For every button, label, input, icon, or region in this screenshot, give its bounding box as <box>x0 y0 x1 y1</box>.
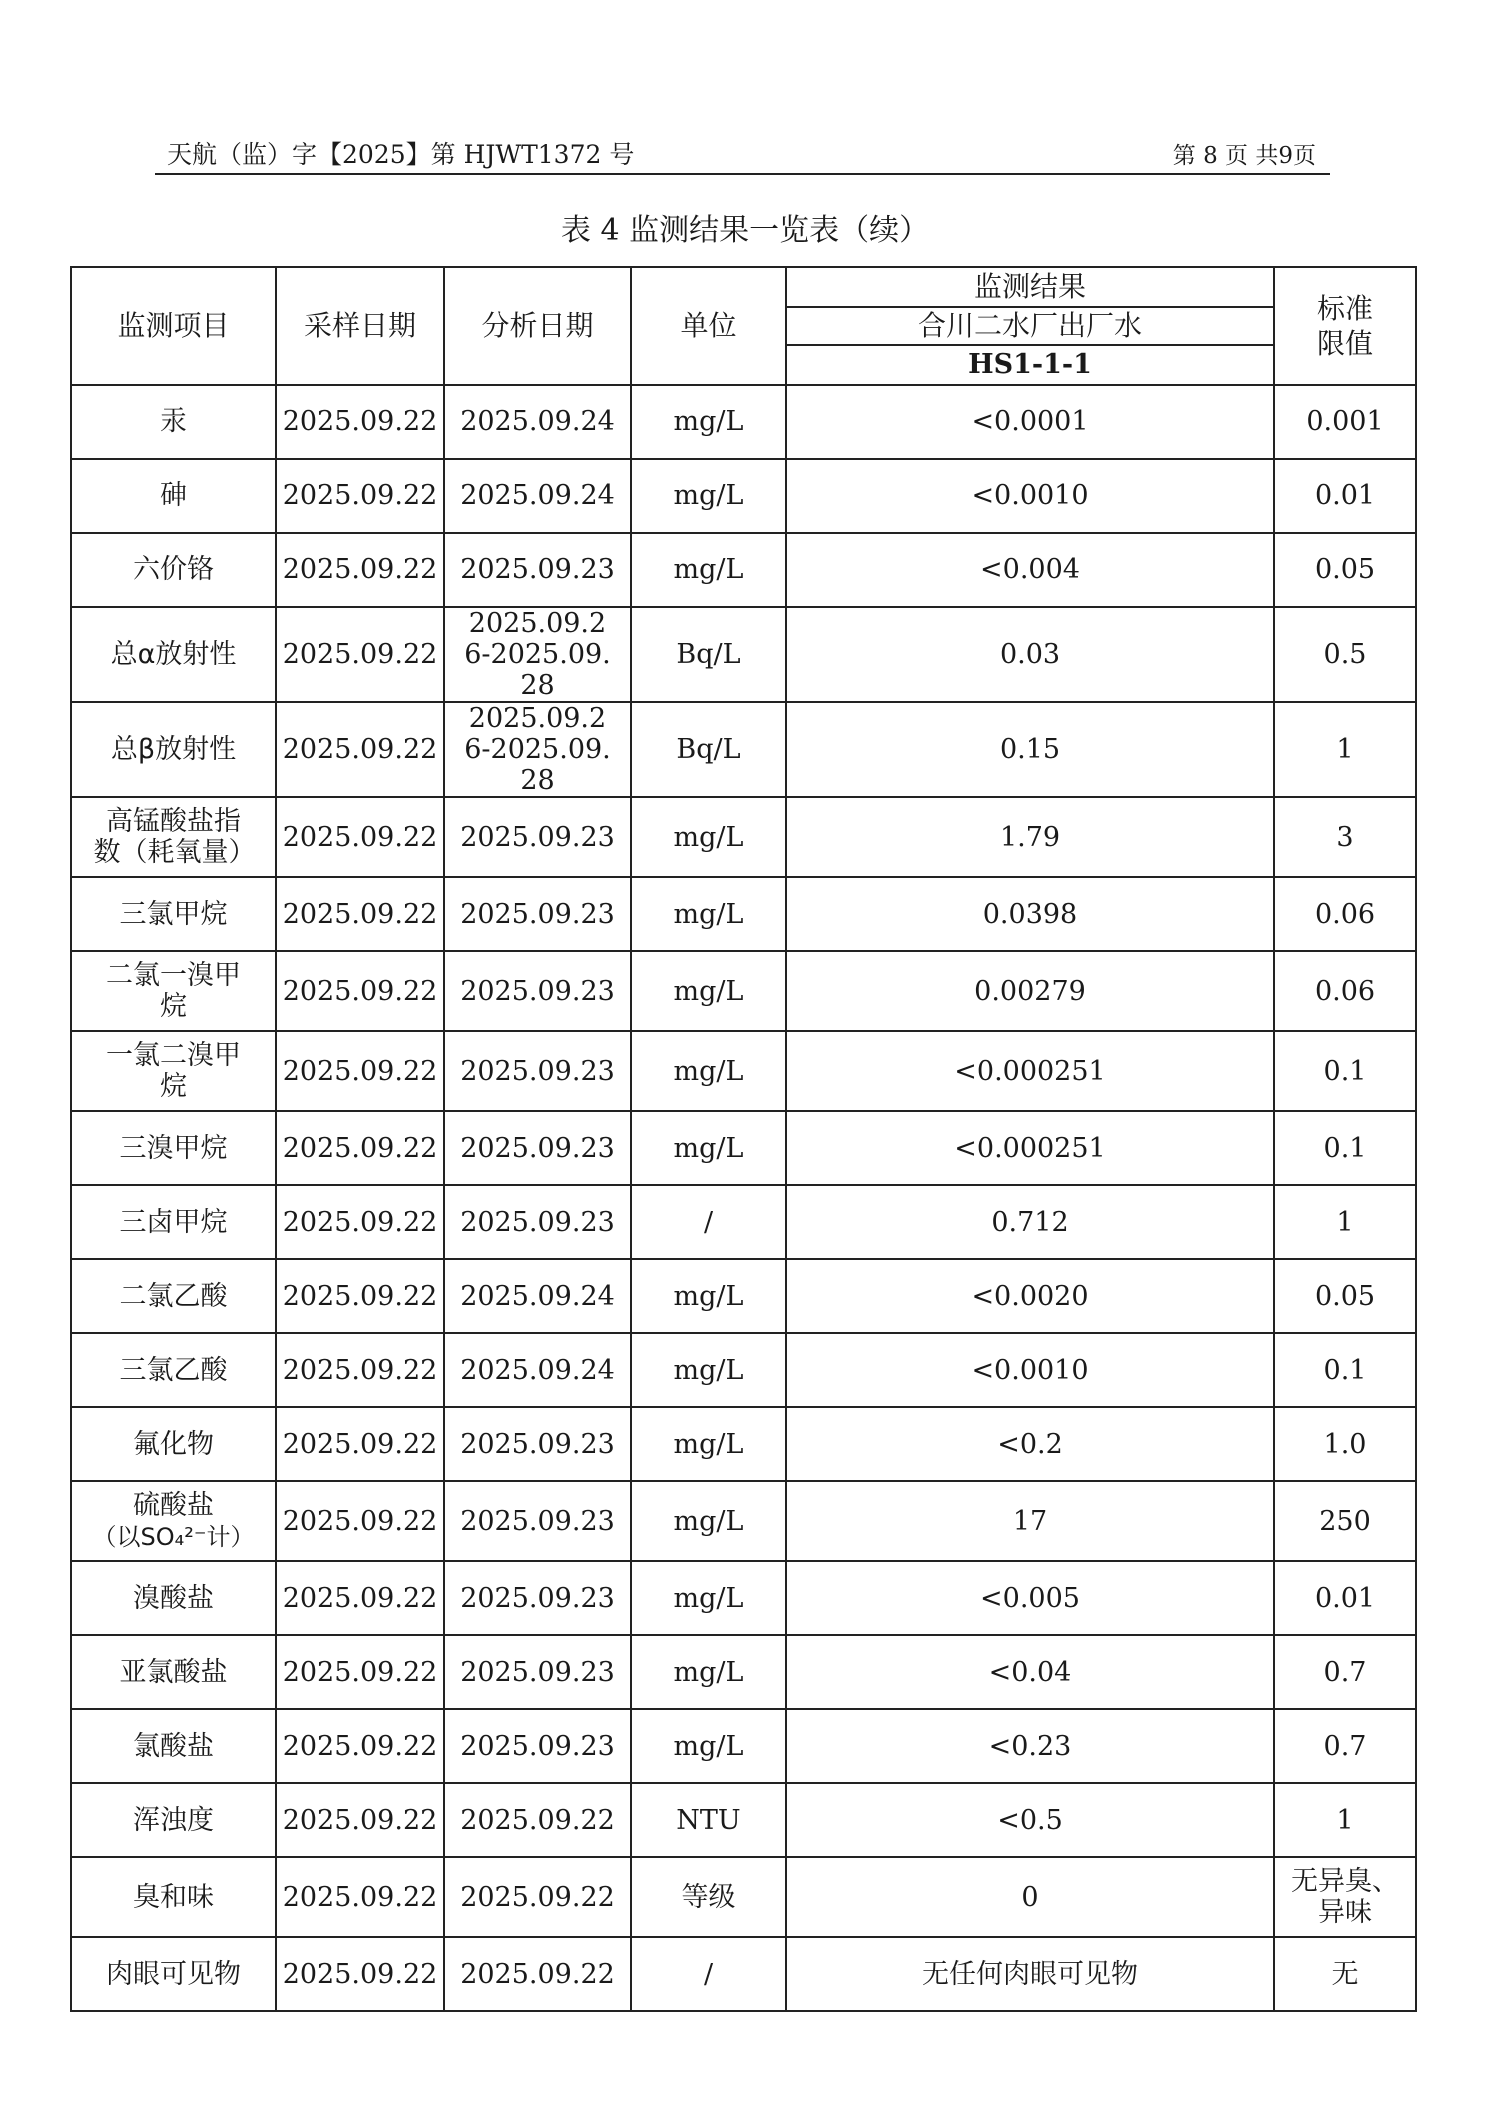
table-row <box>71 1857 1416 1937</box>
col-header-item: 监测项目 <box>71 267 276 385</box>
analysis-date-cell <box>444 1481 631 1561</box>
limit-cell <box>1274 877 1416 951</box>
unit-cell-text: mg/L <box>673 1505 744 1537</box>
table-title: 表 4 监测结果一览表（续） <box>560 213 930 248</box>
item-cell-text: 总α放射性 <box>110 639 237 671</box>
item-cell-text: 总β放射性 <box>110 734 237 766</box>
sample-date-cell <box>276 1937 444 2011</box>
limit-cell <box>1274 1937 1416 2011</box>
result-cell <box>786 877 1274 951</box>
analysis-date-cell <box>444 1561 631 1635</box>
result-cell-text: 1.79 <box>999 821 1061 853</box>
unit-cell-text: mg/L <box>673 1582 744 1614</box>
col-header-limit-text: 标准限值 <box>1316 292 1373 360</box>
limit-cell-text: 0.06 <box>1314 975 1376 1007</box>
limit-cell-text: 0.01 <box>1314 480 1376 512</box>
sample-date-cell-text: 2025.09.22 <box>282 1428 438 1460</box>
unit-cell <box>631 1185 786 1259</box>
unit-cell-text: mg/L <box>673 554 744 586</box>
sample-date-cell-text: 2025.09.22 <box>282 639 438 671</box>
analysis-date-cell-text: 2025.09.23 <box>460 1582 615 1614</box>
item-cell-text: 高锰酸盐指数（耗氧量） <box>93 806 256 869</box>
result-cell <box>786 797 1274 877</box>
unit-cell <box>631 1259 786 1333</box>
table-row <box>71 1481 1416 1561</box>
analysis-date-cell <box>444 1709 631 1783</box>
table-row <box>71 1783 1416 1857</box>
unit-cell-text: mg/L <box>673 821 744 853</box>
unit-cell <box>631 1709 786 1783</box>
sample-date-cell <box>276 877 444 951</box>
result-cell-text: 无任何肉眼可见物 <box>922 1958 1138 1990</box>
limit-cell <box>1274 1561 1416 1635</box>
item-cell <box>71 1031 276 1111</box>
limit-cell-text: 1.0 <box>1323 1428 1367 1460</box>
limit-cell-text: 1 <box>1336 1804 1354 1836</box>
result-cell-text: <0.005 <box>980 1582 1080 1614</box>
table-row <box>71 1635 1416 1709</box>
item-cell <box>71 1783 276 1857</box>
result-cell-text: <0.0010 <box>971 1354 1089 1386</box>
unit-cell-text: mg/L <box>673 1280 744 1312</box>
sample-date-cell <box>276 459 444 533</box>
item-cell <box>71 1857 276 1937</box>
result-cell <box>786 1111 1274 1185</box>
limit-cell-text: 0.7 <box>1323 1656 1367 1688</box>
page-number: 第 8 页 共9页 <box>1172 143 1316 169</box>
result-cell <box>786 385 1274 459</box>
result-cell-text: 0.712 <box>991 1206 1069 1238</box>
analysis-date-cell-text: 2025.09.23 <box>460 1132 615 1164</box>
sample-date-cell-text: 2025.09.22 <box>282 898 438 930</box>
unit-cell-text: mg/L <box>673 975 744 1007</box>
item-cell-text: 氯酸盐 <box>133 1730 214 1762</box>
analysis-date-cell-text: 2025.09.23 <box>460 1055 615 1087</box>
sample-date-cell-text: 2025.09.22 <box>282 406 438 438</box>
analysis-date-cell <box>444 1185 631 1259</box>
limit-cell-text: 0.05 <box>1314 554 1376 586</box>
item-cell <box>71 1635 276 1709</box>
limit-cell-text: 1 <box>1336 1206 1354 1238</box>
item-cell <box>71 702 276 797</box>
unit-cell <box>631 533 786 607</box>
unit-cell <box>631 1481 786 1561</box>
item-cell-text: 氟化物 <box>133 1428 214 1460</box>
sample-date-cell <box>276 385 444 459</box>
result-cell <box>786 702 1274 797</box>
item-cell-text: 肉眼可见物 <box>106 1958 241 1990</box>
item-cell-text: 三溴甲烷 <box>119 1132 228 1164</box>
col-header-unit: 单位 <box>631 267 786 385</box>
analysis-date-cell <box>444 1783 631 1857</box>
limit-cell <box>1274 533 1416 607</box>
item-cell <box>71 1333 276 1407</box>
analysis-date-cell <box>444 385 631 459</box>
analysis-date-cell <box>444 533 631 607</box>
analysis-date-cell-text: 2025.09.23 <box>460 975 615 1007</box>
result-cell-text: <0.000251 <box>954 1055 1106 1087</box>
item-cell <box>71 459 276 533</box>
limit-cell-text: 0.1 <box>1323 1055 1367 1087</box>
sample-date-cell-text: 2025.09.22 <box>282 1132 438 1164</box>
result-cell <box>786 1481 1274 1561</box>
unit-cell-text: / <box>703 1958 714 1990</box>
item-cell <box>71 385 276 459</box>
analysis-date-cell <box>444 702 631 797</box>
table-row <box>71 1031 1416 1111</box>
limit-cell-text: 0.5 <box>1323 639 1367 671</box>
analysis-date-cell-text: 2025.09.22 <box>460 1804 615 1836</box>
limit-cell <box>1274 1857 1416 1937</box>
result-cell <box>786 1259 1274 1333</box>
sample-date-cell <box>276 1635 444 1709</box>
unit-cell-text: Bq/L <box>676 639 741 671</box>
analysis-date-cell-text: 2025.09.23 <box>460 554 615 586</box>
unit-cell <box>631 1937 786 2011</box>
analysis-date-cell <box>444 1635 631 1709</box>
analysis-date-cell <box>444 1937 631 2011</box>
table-row <box>71 951 1416 1031</box>
limit-cell <box>1274 1185 1416 1259</box>
item-cell <box>71 1709 276 1783</box>
table-row <box>71 607 1416 702</box>
limit-cell-text: 无 <box>1331 1958 1359 1990</box>
table-row <box>71 385 1416 459</box>
item-cell-text: 三卤甲烷 <box>119 1206 228 1238</box>
limit-cell-text: 0.7 <box>1323 1730 1367 1762</box>
unit-cell <box>631 385 786 459</box>
limit-cell <box>1274 1111 1416 1185</box>
item-cell-text: 六价铬 <box>133 554 214 586</box>
item-cell <box>71 951 276 1031</box>
results-body <box>71 385 1416 2011</box>
item-cell-text: 臭和味 <box>133 1881 214 1913</box>
sample-date-cell <box>276 533 444 607</box>
analysis-date-cell <box>444 607 631 702</box>
limit-cell <box>1274 1783 1416 1857</box>
unit-cell-text: mg/L <box>673 1354 744 1386</box>
unit-cell-text: / <box>703 1206 714 1238</box>
result-cell-text: 17 <box>1012 1505 1048 1537</box>
analysis-date-cell <box>444 797 631 877</box>
table-row <box>71 1407 1416 1481</box>
result-cell <box>786 459 1274 533</box>
result-cell-text: <0.2 <box>997 1428 1063 1460</box>
analysis-date-cell <box>444 1259 631 1333</box>
result-cell-text: 0.15 <box>999 734 1061 766</box>
result-cell-text: <0.04 <box>988 1656 1072 1688</box>
unit-cell-text: mg/L <box>673 1428 744 1460</box>
analysis-date-cell-text: 2025.09.26-2025.09.28 <box>464 608 611 702</box>
sample-date-cell <box>276 1259 444 1333</box>
analysis-date-cell-text: 2025.09.23 <box>460 898 615 930</box>
sample-date-cell-text: 2025.09.22 <box>282 1280 438 1312</box>
sample-date-cell <box>276 1481 444 1561</box>
unit-cell-text: mg/L <box>673 1730 744 1762</box>
sample-date-cell <box>276 607 444 702</box>
analysis-date-cell <box>444 1407 631 1481</box>
item-cell <box>71 1407 276 1481</box>
result-cell-text: <0.0010 <box>971 480 1089 512</box>
unit-cell <box>631 877 786 951</box>
analysis-date-cell-text: 2025.09.23 <box>460 1206 615 1238</box>
results-table <box>70 266 1417 2012</box>
item-cell-text: 汞 <box>160 406 187 438</box>
col-header-analysis-date: 分析日期 <box>444 267 631 385</box>
item-cell <box>71 1259 276 1333</box>
limit-cell <box>1274 1635 1416 1709</box>
analysis-date-cell-text: 2025.09.23 <box>460 821 615 853</box>
table-row <box>71 1333 1416 1407</box>
col-header-limit <box>1274 267 1416 385</box>
item-cell <box>71 533 276 607</box>
limit-cell-text: 0.06 <box>1314 898 1376 930</box>
unit-cell-text: mg/L <box>673 1656 744 1688</box>
result-cell-text: <0.23 <box>988 1730 1072 1762</box>
item-cell <box>71 1481 276 1561</box>
sample-date-cell-text: 2025.09.22 <box>282 480 438 512</box>
result-cell-text: 0.00279 <box>974 975 1086 1007</box>
unit-cell-text: mg/L <box>673 406 744 438</box>
analysis-date-cell-text: 2025.09.24 <box>460 1280 615 1312</box>
limit-cell-text: 0.001 <box>1306 406 1384 438</box>
limit-cell <box>1274 1481 1416 1561</box>
result-cell-text: <0.0001 <box>971 406 1089 438</box>
sample-date-cell <box>276 1111 444 1185</box>
unit-cell-text: mg/L <box>673 480 744 512</box>
unit-cell <box>631 1407 786 1481</box>
col-header-site: 合川二水厂出厂水 <box>786 307 1274 345</box>
result-cell-text: <0.5 <box>997 1804 1063 1836</box>
result-cell <box>786 1709 1274 1783</box>
unit-cell <box>631 1333 786 1407</box>
analysis-date-cell <box>444 1333 631 1407</box>
sample-date-cell-text: 2025.09.22 <box>282 734 438 766</box>
limit-cell <box>1274 702 1416 797</box>
item-cell <box>71 877 276 951</box>
item-cell <box>71 607 276 702</box>
limit-cell-text: 0.1 <box>1323 1132 1367 1164</box>
table-row <box>71 1561 1416 1635</box>
analysis-date-cell-text: 2025.09.26-2025.09.28 <box>464 703 611 797</box>
table-row <box>71 533 1416 607</box>
sample-date-cell-text: 2025.09.22 <box>282 821 438 853</box>
table-row <box>71 797 1416 877</box>
sample-date-cell-text: 2025.09.22 <box>282 975 438 1007</box>
result-cell-text: 0.03 <box>999 639 1061 671</box>
limit-cell <box>1274 797 1416 877</box>
sample-date-cell <box>276 797 444 877</box>
item-cell-text: 二氯一溴甲烷 <box>106 960 241 1023</box>
unit-cell-text: mg/L <box>673 898 744 930</box>
result-cell-text: 0 <box>1021 1881 1039 1913</box>
sample-date-cell <box>276 1857 444 1937</box>
result-cell <box>786 1407 1274 1481</box>
table-row <box>71 877 1416 951</box>
unit-cell-text: NTU <box>676 1804 741 1836</box>
analysis-date-cell-text: 2025.09.24 <box>460 406 615 438</box>
sample-date-cell <box>276 702 444 797</box>
analysis-date-cell <box>444 1857 631 1937</box>
page-header <box>155 133 1330 175</box>
table-row <box>71 1709 1416 1783</box>
sample-date-cell-text: 2025.09.22 <box>282 1505 438 1537</box>
result-cell <box>786 1333 1274 1407</box>
item-cell-text: 砷 <box>160 480 187 512</box>
analysis-date-cell-text: 2025.09.23 <box>460 1730 615 1762</box>
table-row <box>71 1111 1416 1185</box>
unit-cell <box>631 459 786 533</box>
sample-date-cell <box>276 1709 444 1783</box>
result-cell <box>786 1783 1274 1857</box>
sample-date-cell <box>276 1407 444 1481</box>
item-cell-text: 三氯乙酸 <box>119 1354 228 1386</box>
limit-cell-text: 无异臭、异味 <box>1291 1866 1399 1929</box>
limit-cell <box>1274 951 1416 1031</box>
result-cell-text: 0.0398 <box>982 898 1078 930</box>
sample-date-cell-text: 2025.09.22 <box>282 1730 438 1762</box>
result-cell-text: <0.000251 <box>954 1132 1106 1164</box>
report-number: 天航（监）字【2025】第 HJWT1372 号 <box>167 140 635 169</box>
analysis-date-cell <box>444 1031 631 1111</box>
sample-date-cell <box>276 1333 444 1407</box>
unit-cell <box>631 1783 786 1857</box>
sample-date-cell-text: 2025.09.22 <box>282 1206 438 1238</box>
table-row <box>71 1259 1416 1333</box>
limit-cell <box>1274 385 1416 459</box>
unit-cell <box>631 1561 786 1635</box>
limit-cell <box>1274 1333 1416 1407</box>
sample-date-cell-text: 2025.09.22 <box>282 1881 438 1913</box>
analysis-date-cell <box>444 1111 631 1185</box>
analysis-date-cell-text: 2025.09.23 <box>460 1656 615 1688</box>
analysis-date-cell <box>444 951 631 1031</box>
result-cell <box>786 951 1274 1031</box>
unit-cell <box>631 797 786 877</box>
limit-cell <box>1274 607 1416 702</box>
result-cell <box>786 1561 1274 1635</box>
sample-date-cell <box>276 951 444 1031</box>
unit-cell <box>631 607 786 702</box>
item-cell-subtext: （以SO₄²⁻计） <box>92 1523 255 1552</box>
analysis-date-cell-text: 2025.09.24 <box>460 1354 615 1386</box>
unit-cell-text: 等级 <box>681 1881 736 1913</box>
limit-cell <box>1274 1709 1416 1783</box>
limit-cell <box>1274 459 1416 533</box>
sample-date-cell-text: 2025.09.22 <box>282 1354 438 1386</box>
sample-date-cell-text: 2025.09.22 <box>282 1055 438 1087</box>
item-cell-text: 二氯乙酸 <box>119 1280 228 1312</box>
limit-cell-text: 0.05 <box>1314 1280 1376 1312</box>
unit-cell <box>631 1031 786 1111</box>
sample-date-cell <box>276 1783 444 1857</box>
col-header-sample-date: 采样日期 <box>276 267 444 385</box>
result-cell-text: <0.0020 <box>971 1280 1089 1312</box>
item-cell-text: 浑浊度 <box>133 1804 214 1836</box>
result-cell <box>786 1031 1274 1111</box>
limit-cell-text: 3 <box>1336 821 1354 853</box>
limit-cell-text: 0.1 <box>1323 1354 1367 1386</box>
item-cell-text: 一氯二溴甲烷 <box>106 1040 241 1103</box>
col-header-site-code: HS1-1-1 <box>786 345 1274 385</box>
sample-date-cell-text: 2025.09.22 <box>282 554 438 586</box>
table-row <box>71 459 1416 533</box>
unit-cell-text: Bq/L <box>676 734 741 766</box>
analysis-date-cell-text: 2025.09.23 <box>460 1505 615 1537</box>
item-cell-text: 溴酸盐 <box>133 1582 214 1614</box>
unit-cell <box>631 1635 786 1709</box>
limit-cell <box>1274 1259 1416 1333</box>
item-cell-text: 三氯甲烷 <box>119 898 228 930</box>
limit-cell <box>1274 1407 1416 1481</box>
unit-cell <box>631 951 786 1031</box>
sample-date-cell <box>276 1561 444 1635</box>
sample-date-cell <box>276 1185 444 1259</box>
result-cell <box>786 533 1274 607</box>
item-cell <box>71 1185 276 1259</box>
item-cell <box>71 1561 276 1635</box>
limit-cell-text: 0.01 <box>1314 1582 1376 1614</box>
limit-cell-text: 1 <box>1336 734 1354 766</box>
limit-cell-text: 250 <box>1319 1505 1371 1537</box>
sample-date-cell-text: 2025.09.22 <box>282 1656 438 1688</box>
sample-date-cell-text: 2025.09.22 <box>282 1958 438 1990</box>
table-row <box>71 702 1416 797</box>
sample-date-cell-text: 2025.09.22 <box>282 1582 438 1614</box>
unit-cell <box>631 1857 786 1937</box>
unit-cell <box>631 702 786 797</box>
analysis-date-cell-text: 2025.09.23 <box>460 1428 615 1460</box>
item-cell <box>71 797 276 877</box>
result-cell <box>786 1857 1274 1937</box>
result-cell <box>786 1937 1274 2011</box>
result-cell <box>786 607 1274 702</box>
analysis-date-cell-text: 2025.09.22 <box>460 1958 615 1990</box>
sample-date-cell-text: 2025.09.22 <box>282 1804 438 1836</box>
analysis-date-cell <box>444 877 631 951</box>
item-cell-text: 硫酸盐 <box>133 1490 214 1522</box>
analysis-date-cell <box>444 459 631 533</box>
result-cell-text: <0.004 <box>980 554 1080 586</box>
item-cell-text: 亚氯酸盐 <box>119 1656 228 1688</box>
analysis-date-cell-text: 2025.09.22 <box>460 1881 615 1913</box>
unit-cell <box>631 1111 786 1185</box>
unit-cell-text: mg/L <box>673 1055 744 1087</box>
table-row <box>71 1937 1416 2011</box>
result-cell <box>786 1185 1274 1259</box>
limit-cell <box>1274 1031 1416 1111</box>
analysis-date-cell-text: 2025.09.24 <box>460 480 615 512</box>
result-cell <box>786 1635 1274 1709</box>
col-header-result-group: 监测结果 <box>786 267 1274 307</box>
table-row <box>71 1185 1416 1259</box>
unit-cell-text: mg/L <box>673 1132 744 1164</box>
sample-date-cell <box>276 1031 444 1111</box>
item-cell <box>71 1111 276 1185</box>
item-cell <box>71 1937 276 2011</box>
